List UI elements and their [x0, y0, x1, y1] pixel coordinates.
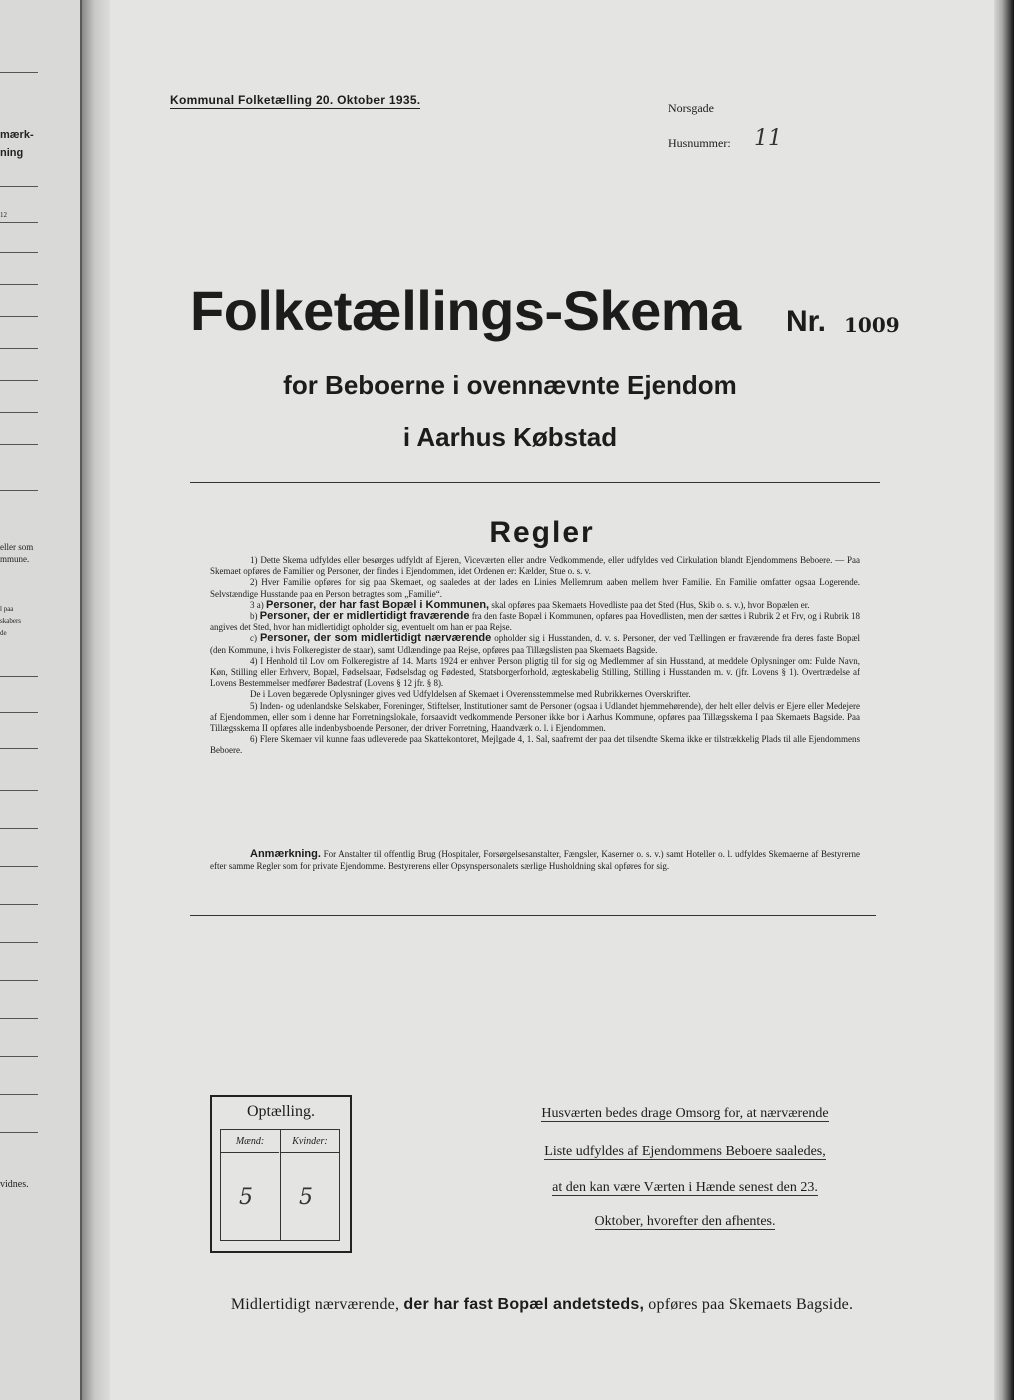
husnummer-field: [668, 136, 731, 151]
rule-number: b): [250, 611, 258, 622]
rule-number: c): [250, 633, 257, 644]
left-page-line: [0, 1018, 38, 1019]
notice-text: Liste udfyldes af Ejendommens Beboere saaledes,: [544, 1144, 826, 1159]
rule-3b: [210, 611, 860, 633]
left-page-text: mmune.: [0, 554, 30, 564]
notice-text: Oktober, hvorefter den afhentes.: [594, 1214, 776, 1229]
left-page-text: skabers: [0, 617, 21, 625]
maend-column: [221, 1130, 279, 1240]
rule-number: 3 a): [250, 599, 264, 610]
notice-text: at den kan være Værten i Hænde senest den 23.: [552, 1180, 818, 1195]
anmaerkning-label: Anmærkning.: [250, 848, 321, 860]
rule-text: skal opføres paa Skemaets Hovedliste paa det Sted (Hus, Skib o. s. v.), hvor Bopælen er.: [491, 599, 810, 610]
book-gutter: [82, 0, 110, 1400]
left-page-line: [0, 72, 38, 73]
maend-value: 5: [239, 1185, 253, 1210]
rule-highlight: Personer, der har fast Bopæl i Kommunen,: [266, 598, 490, 611]
form-subtitle-city: i Aarhus Købstad: [402, 422, 618, 452]
gade-value: Norsgade: [668, 101, 714, 115]
left-page-text: mærk-: [0, 129, 34, 141]
notice-line: [510, 1214, 860, 1230]
rule-4: 4) I Henhold til Lov om Folkeregistre af 14. Marts 1924 er enhver Person pligtig til for sig og Medlemmer af sin Husstand, at meddele Oplysninger om: Fulde Navn, Køn, Stilling eller Erhverv, Bopæl, Fødselsaar, Fødselsdag og Fødested, Statsborgerforhold, ægteskabelig Stilling, Stilling i Husstanden m. v. (jfr. Lovens § 1). Overtrædelse af Lovens Bestemmelser medfører Bødestraf (Lovens § 12 jfr. § 8).: [210, 655, 860, 689]
husnummer-label: Husnummer:: [668, 136, 731, 150]
left-page-line: [0, 1056, 38, 1057]
census-form-page: [110, 0, 994, 1400]
rule-6: 6) Flere Skemaer vil kunne faas udleverede paa Skattekontoret, Mejlgade 4, 1. Sal, saafremt der paa det tilsendte Skema ikke er tilstrækkelig Plads til alle Ejendommens Beboere.: [210, 734, 860, 756]
footer-bold: der har fast Bopæl andetsteds,: [403, 1296, 645, 1313]
left-page-line: [0, 1132, 38, 1133]
optaelling-box: [210, 1095, 352, 1253]
form-title: Folketællings-Skema: [190, 279, 741, 342]
left-page-text: 12: [0, 211, 7, 219]
left-page-line: [0, 252, 38, 253]
rule-2: 2) Hver Familie opføres for sig paa Skemaet, og saaledes at der lades en Linies Mellemrum aaben mellem hver Familie. En Familie omfatter ogsaa Logerende. Selvstændige Husstande paa en Person betragtes som „Familie“.: [210, 577, 860, 599]
maend-label: Mænd:: [235, 1136, 265, 1147]
rules-heading: Regler: [489, 516, 595, 549]
rule-highlight: Personer, der som midlertidigt nærværende: [259, 632, 492, 645]
left-page-line: [0, 490, 38, 491]
left-page-text: l paa: [0, 605, 14, 613]
rule-4b: De i Loven begærede Oplysninger gives ved Udfyldelsen af Skemaet i Overensstemmelse med Rubrikkernes Overskrifter.: [250, 689, 691, 700]
left-page-text: eller som: [0, 542, 34, 552]
left-page-line: [0, 712, 38, 713]
footer-pre: Midlertidigt nærværende,: [230, 1296, 400, 1313]
notice-line: [510, 1180, 860, 1196]
form-number-label: Nr.: [786, 305, 827, 338]
left-page-line: [0, 828, 38, 829]
left-page-line: [0, 748, 38, 749]
optaelling-title: Optælling.: [246, 1103, 315, 1120]
rule-3c: [210, 633, 860, 655]
left-page-line: [0, 444, 38, 445]
left-page-fragment: [0, 0, 82, 1400]
left-page-line: [0, 904, 38, 905]
notice-line: [510, 1106, 860, 1122]
page-edge: [994, 0, 1014, 1400]
rule-text: fra den faste Bopæl i Kommunen, opføres paa Hovedlisten, men der sættes i Rubrik 2 et Frv, og i Rubrik 18 angives det Sted, hvor han midlertidigt opholder sig, eventuelt om han er paa Rejse.: [210, 611, 861, 633]
left-page-line: [0, 348, 38, 349]
left-page-line: [0, 380, 38, 381]
footer-post: opføres paa Skemaets Bagside.: [648, 1296, 854, 1313]
anmaerkning-note: [210, 848, 860, 872]
rule-5: 5) Inden- og udenlandske Selskaber, Foreninger, Stiftelser, Institutioner samt de Personer (ogsaa i Udlandet hjemmehørende), der helt eller delvis er Ejere eller Medejere af Ejendommen, eller som i denne har Forretningslokale, forsaavidt vedkommende Personer ikke bor i Aarhus Kommune, opføres paa Tillægsskema I paa Skemaets Bagside. Paa Tillægsskema II opføres alle indenbysboende Personer, der driver Forretning, Haandværk o. l. i Ejendommen.: [210, 700, 860, 734]
left-page-line: [0, 790, 38, 791]
left-page-line: [0, 980, 38, 981]
kvinder-column: [280, 1130, 339, 1240]
anmaerkning-text: For Anstalter til offentlig Brug (Hospitaler, Forsørgelsesanstalter, Fængsler, Kaserner o. s. v.) samt Hoteller o. l. udfyldes Skemaerne af Bestyrerne efter samme Regler som for private Ejendomme. Bestyrerens eller Opsynspersonalets særlige Husholdning skal opføres for sig.: [210, 849, 860, 871]
column-divider: [281, 1152, 339, 1153]
kvinder-label: Kvinder:: [292, 1136, 328, 1147]
left-page-text: vidnes.: [0, 1179, 29, 1190]
footer-note: [110, 1296, 974, 1314]
left-page-line: [0, 866, 38, 867]
left-page-line: [0, 316, 38, 317]
divider: [190, 915, 876, 916]
left-page-text: ning: [0, 147, 24, 159]
left-page-line: [0, 676, 38, 677]
left-page-line: [0, 1094, 38, 1095]
kvinder-value: 5: [299, 1185, 313, 1210]
form-subtitle: for Beboerne i ovennævnte Ejendom: [283, 370, 737, 400]
left-page-line: [0, 412, 38, 413]
form-number-value: 1009: [844, 313, 900, 337]
rule-1: 1) Dette Skema udfyldes eller besørges udfyldt af Ejeren, Viceværten eller andre Vedkommende, eller udfyldes ved Cirkulation blandt Ejendommens Beboere. — Paa Skemaet opføres de Familier og Personer, der findes i Ejendommen, idet Ordenen er: Kælder, Stue o. s. v.: [210, 555, 860, 577]
optaelling-grid: [220, 1129, 340, 1241]
rule-highlight: Personer, der er midlertidigt fraværende: [259, 610, 470, 623]
census-header: Kommunal Folketælling 20. Oktober 1935.: [170, 93, 421, 107]
notice-text: Husværten bedes drage Omsorg for, at nærværende: [541, 1106, 829, 1121]
left-page-text: de: [0, 629, 7, 637]
left-page-line: [0, 942, 38, 943]
notice-line: [510, 1144, 860, 1160]
divider: [190, 482, 880, 483]
rules-body: [210, 555, 860, 757]
left-page-line: [0, 186, 38, 187]
husnummer-value: 11: [754, 126, 782, 151]
left-page-line: [0, 222, 38, 223]
left-page-line: [0, 284, 38, 285]
gade-field: [668, 101, 714, 116]
rule-text: opholder sig i Husstanden, d. v. s. Personer, der ved Tællingen er fraværende fra deres faste Bopæl (den Kommune, i hvis Folkeregister de staar), samt Udlændinge paa Rejse, opføres paa Tillægslisten paa Skemaets Bagside.: [210, 633, 861, 655]
column-divider: [221, 1152, 279, 1153]
